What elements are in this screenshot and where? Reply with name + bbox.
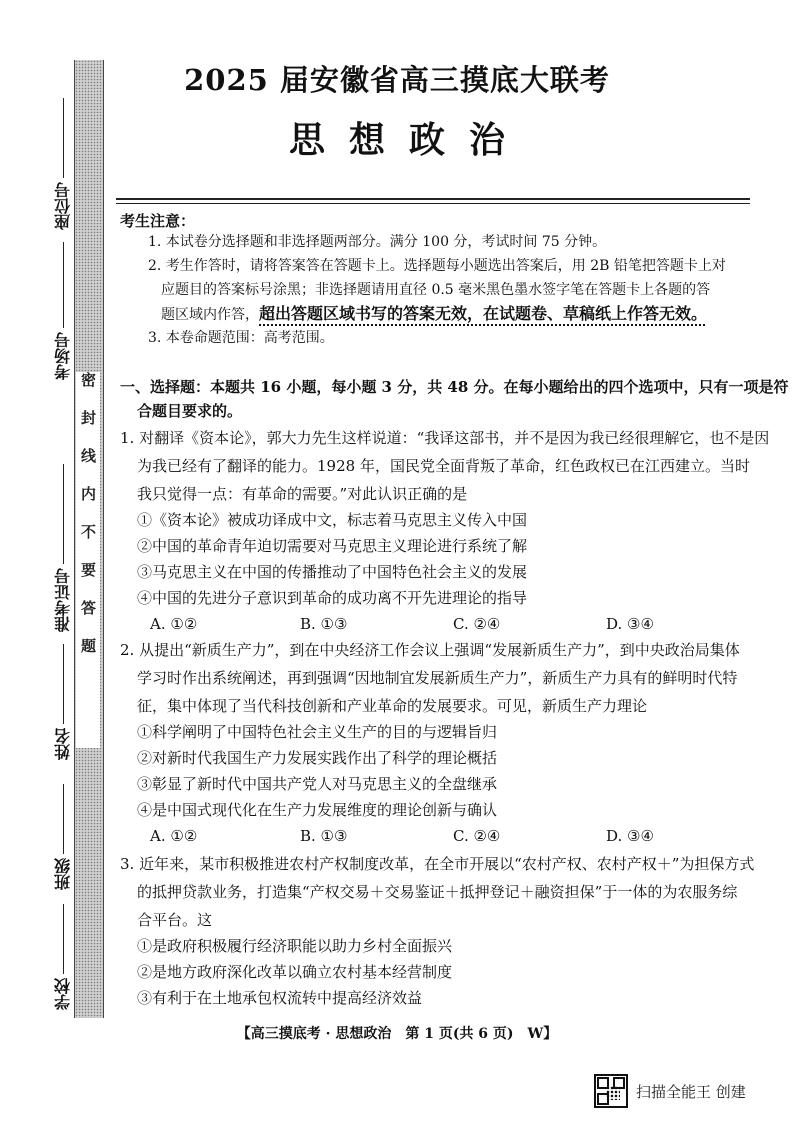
question-2-stem-line: 征，集中体现了当代科技创新和产业革命的发展要求。可见，新质生产力理论 bbox=[137, 697, 648, 715]
section-heading-line-2: 合题目要求的。 bbox=[137, 402, 243, 420]
question-1-stem-line: 我只觉得一点：有革命的需要。”对此认识正确的是 bbox=[137, 485, 468, 503]
question-1-choice-c[interactable]: C. ②④ bbox=[453, 615, 501, 633]
qr-data-modules bbox=[606, 1086, 620, 1100]
question-1-choice-b[interactable]: B. ①③ bbox=[300, 615, 348, 633]
exam-title: 2025 届安徽省高三摸底大联考 bbox=[184, 63, 610, 97]
name-field[interactable] bbox=[53, 640, 73, 760]
question-1-stem-line: 为我已经有了翻译的能力。1928 年，国民党全面背叛了革命，红色政权已在江西建立。当时 bbox=[137, 457, 750, 475]
school-line bbox=[62, 904, 64, 974]
notice-item-3: 3. 本卷命题范围：高考范围。 bbox=[148, 330, 334, 346]
exam-room-line bbox=[62, 242, 64, 328]
name-label: 姓名 bbox=[53, 728, 73, 760]
header-rule-thick bbox=[116, 198, 750, 200]
class-field[interactable] bbox=[53, 780, 73, 890]
notice-item-2c-plain: 题区域内作答， bbox=[161, 307, 259, 323]
binding-notice: 密封线内不要答题 bbox=[79, 372, 97, 676]
question-2-statement: ④是中国式现代化在生产力发展维度的理论创新与确认 bbox=[137, 801, 498, 819]
question-2-choice-a[interactable]: A. ①② bbox=[150, 827, 198, 845]
question-3-stem-line: 3. 近年来，某市积极推进农村产权制度改革，在全市开展以“农村产权、农村产权＋”为担保方式 bbox=[120, 855, 755, 873]
subject-title: 思想政治 bbox=[288, 119, 529, 161]
question-2-stem-line: 学习时作出系统阐述，再到强调“因地制宜发展新质生产力”，新质生产力具有的鲜明时代特 bbox=[137, 669, 738, 687]
exam-room-label: 考场号 bbox=[53, 332, 73, 380]
section-heading-line-1: 一、选择题：本题共 16 小题，每小题 3 分，共 48 分。在每小题给出的四个选项中，只有一项是符 bbox=[120, 378, 789, 396]
notice-title: 考生注意： bbox=[120, 212, 196, 230]
question-1-statement: ①《资本论》被成功译成中文，标志着马克思主义传入中国 bbox=[137, 511, 528, 529]
question-3-statement: ③有利于在土地承包权流转中提高经济效益 bbox=[137, 989, 423, 1007]
notice-item-2a: 2. 考生作答时，请将答案答在答题卡上。选择题每小题选出答案后，用 2B 铅笔把答题卡上对 bbox=[148, 258, 726, 274]
question-2-choice-b[interactable]: B. ①③ bbox=[300, 827, 348, 845]
page-footer: 【高三摸底考 · 思想政治 第 1 页(共 6 页) W】 bbox=[236, 1026, 558, 1042]
question-3-stem-line: 的抵押贷款业务，打造集“产权交易＋交易鉴证＋抵押登记＋融资担保”于一体的为农服务综 bbox=[137, 883, 738, 901]
question-1-statement: ②中国的革命青年迫切需要对马克思主义理论进行系统了解 bbox=[137, 537, 528, 555]
scanner-watermark-label: 扫描全能王 创建 bbox=[636, 1083, 746, 1101]
ticket-number-label: 准考证号 bbox=[53, 568, 73, 632]
question-2-statement: ③彰显了新时代中国共产党人对马克思主义的全盘继承 bbox=[137, 775, 498, 793]
qr-code-icon bbox=[594, 1074, 628, 1108]
question-1-statement: ③马克思主义在中国的传播推动了中国特色社会主义的发展 bbox=[137, 563, 528, 581]
question-3-statement: ①是政府积极履行经济职能以助力乡村全面振兴 bbox=[137, 937, 453, 955]
question-2-choice-c[interactable]: C. ②④ bbox=[453, 827, 501, 845]
class-label: 班级 bbox=[53, 858, 73, 890]
question-3-stem-line: 合平台。这 bbox=[137, 911, 213, 929]
question-2-stem-line: 2. 从提出“新质生产力”，到在中央经济工作会议上强调“发展新质生产力”，到中央政治局集体 bbox=[120, 641, 740, 659]
question-2-statement: ①科学阐明了中国特色社会主义生产的目的与逻辑旨归 bbox=[137, 723, 498, 741]
ticket-number-line bbox=[62, 464, 64, 564]
question-1-statement: ④中国的先进分子意识到革命的成功离不开先进理论的指导 bbox=[137, 589, 528, 607]
school-field[interactable] bbox=[53, 900, 73, 1010]
seat-number-label: 座位号 bbox=[53, 182, 73, 230]
question-2-statement: ②对新时代我国生产力发展实践作出了科学的理论概括 bbox=[137, 749, 498, 767]
ticket-number-field[interactable] bbox=[53, 462, 73, 632]
question-1-choice-d[interactable]: D. ③④ bbox=[606, 615, 654, 633]
question-1-choice-a[interactable]: A. ①② bbox=[150, 615, 198, 633]
notice-item-1: 1. 本试卷分选择题和非选择题两部分。满分 100 分，考试时间 75 分钟。 bbox=[148, 234, 607, 250]
name-line bbox=[62, 644, 64, 724]
header-rule-thin bbox=[116, 203, 750, 204]
school-label: 学校 bbox=[53, 978, 73, 1010]
question-1-stem-line: 1. 对翻译《资本论》，郭大力先生这样说道：“我译这部书，并不是因为我已经很理解它，也不是因 bbox=[120, 429, 770, 447]
class-line bbox=[62, 784, 64, 854]
question-3-statement: ②是地方政府深化改革以确立农村基本经营制度 bbox=[137, 963, 453, 981]
question-2-choice-d[interactable]: D. ③④ bbox=[606, 827, 654, 845]
notice-item-2b: 应题目的答案标号涂黑；非选择题请用直径 0.5 毫米黑色墨水签字笔在答题卡上各题的答 bbox=[161, 282, 711, 298]
notice-item-2c bbox=[161, 302, 707, 327]
exam-room-field[interactable] bbox=[53, 240, 73, 380]
notice-item-2c-emphasis: 超出答题区域书写的答案无效，在试题卷、草稿纸上作答无效。 bbox=[259, 304, 708, 323]
